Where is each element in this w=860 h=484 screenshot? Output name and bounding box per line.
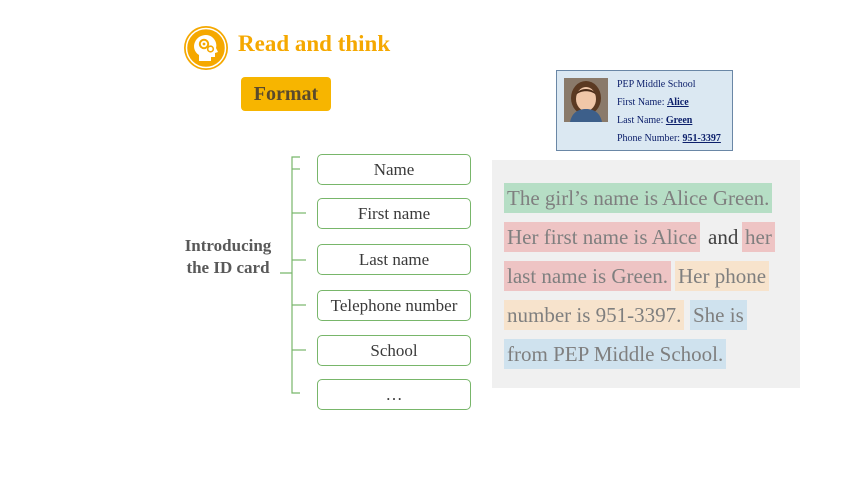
id-first-label: First Name: [617, 97, 667, 108]
passage-panel [492, 160, 800, 388]
sentence-phone-end: number is 951-3397. [504, 300, 684, 330]
intro-line-1: Introducing [184, 236, 272, 255]
portrait-photo [564, 78, 608, 122]
id-first-name [617, 97, 689, 108]
id-last-label: Last Name: [617, 115, 666, 126]
id-last-value: Green [665, 115, 693, 126]
id-phone [617, 133, 721, 144]
item-box-school: School [317, 335, 471, 366]
bracket-connector [270, 155, 318, 395]
sentence-last-name-end: last name is Green. [504, 261, 671, 291]
id-phone-value: 951-3397 [682, 133, 721, 144]
item-box-name: Name [317, 154, 471, 185]
word-and: and [708, 225, 739, 249]
head-gears-icon [183, 25, 229, 71]
format-badge: Format [241, 77, 331, 111]
id-card [556, 70, 733, 151]
sentence-last-name-start: her [742, 222, 775, 252]
sentence-phone-start: Her phone [675, 261, 769, 291]
sentence-school-end: from PEP Middle School. [504, 339, 726, 369]
item-box-last-name: Last name [317, 244, 471, 275]
sentence-first-name: Her first name is Alice [504, 222, 700, 252]
id-last-name [617, 115, 692, 126]
intro-label [172, 235, 284, 279]
item-box-more: … [317, 379, 471, 410]
id-school: PEP Middle School [617, 79, 696, 90]
sentence-name: The girl’s name is Alice Green. [504, 183, 772, 213]
item-box-telephone: Telephone number [317, 290, 471, 321]
intro-line-2: the ID card [186, 258, 270, 277]
item-box-first-name: First name [317, 198, 471, 229]
id-first-value: Alice [667, 97, 689, 108]
sentence-school-start: She is [690, 300, 747, 330]
page-title: Read and think [238, 31, 391, 56]
id-phone-label: Phone Number: [617, 133, 683, 144]
